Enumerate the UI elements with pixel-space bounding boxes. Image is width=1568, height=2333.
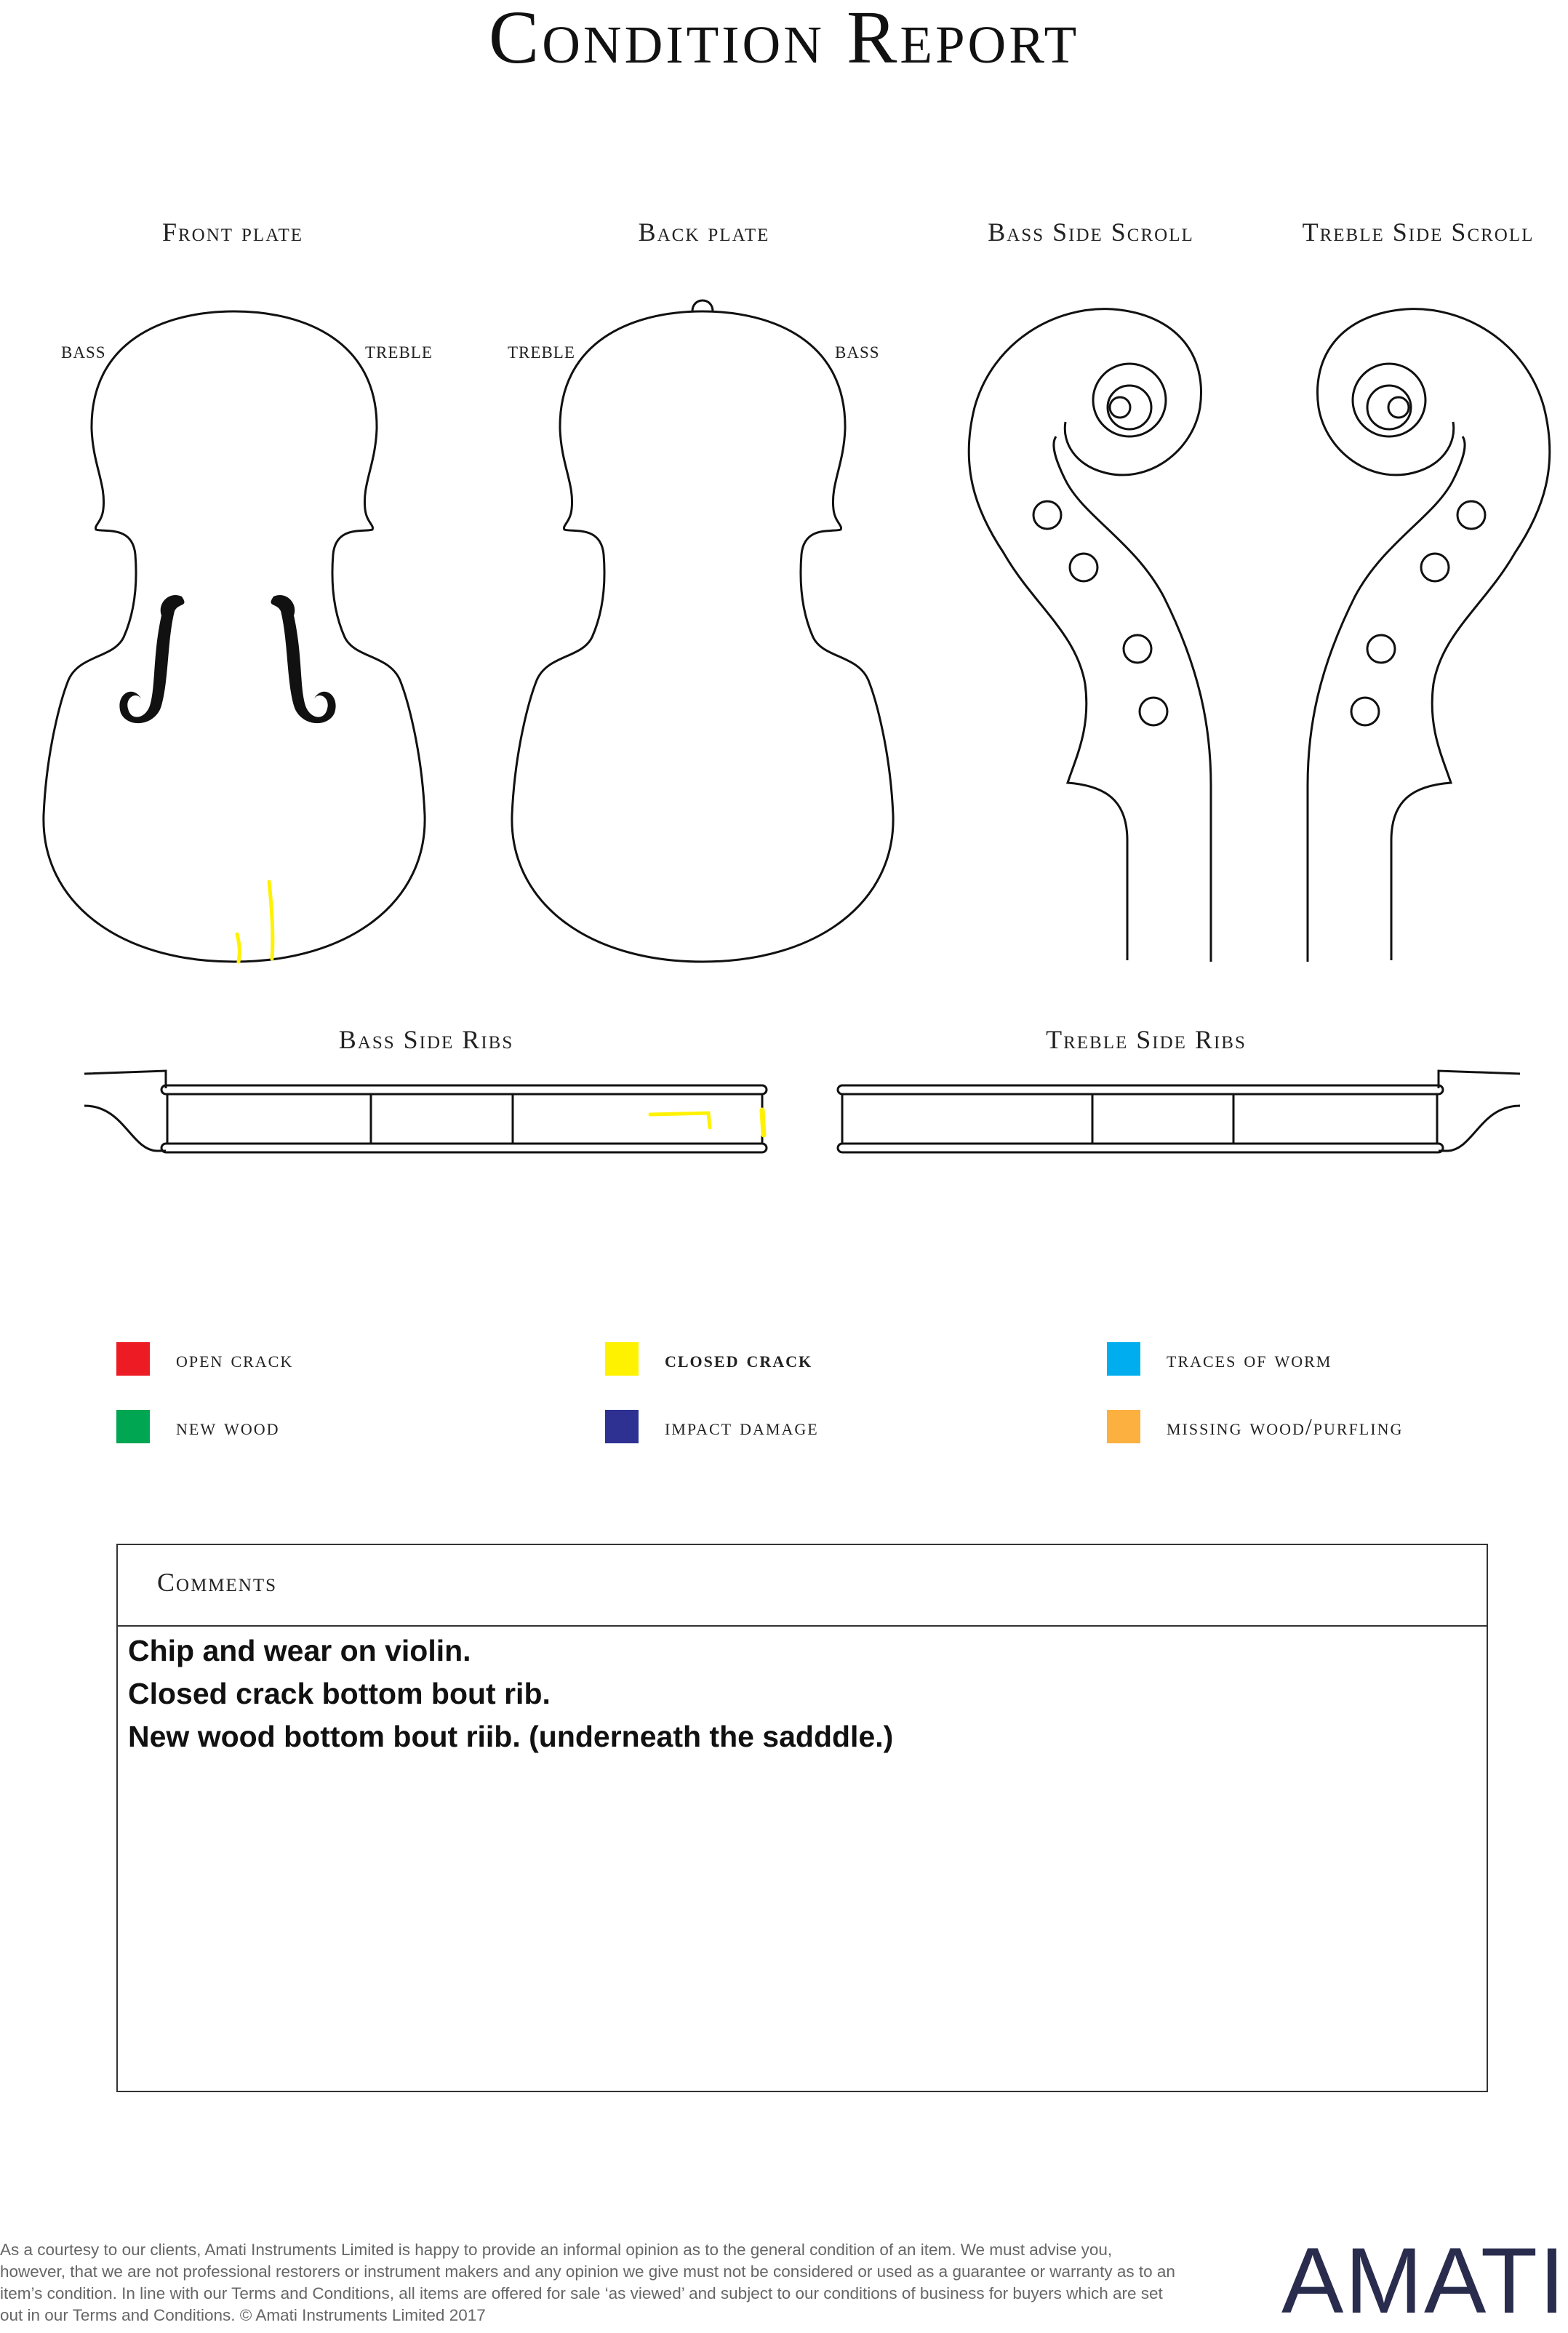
treble-scroll-label: Treble Side Scroll xyxy=(1302,218,1535,247)
front-crack-mark-1 xyxy=(269,882,273,959)
legend-impact-damage xyxy=(605,1410,819,1443)
traces-of-worm-swatch xyxy=(1107,1342,1140,1376)
missing-wood-swatch xyxy=(1107,1410,1140,1443)
legend-label: new wood xyxy=(176,1413,280,1440)
legend-traces-of-worm xyxy=(1107,1342,1332,1376)
rib-end-mark xyxy=(762,1110,764,1135)
legend-new-wood xyxy=(116,1410,280,1443)
f-holes xyxy=(119,595,335,723)
disclaimer-text: As a courtesy to our clients, Amati Instruments Limited is happy to provide an informal opinion as to the general condition of an item. We must advise you, however, that we are not professional restorers or instrument makers and any opinion we give must not be considered or used as a guarantee or warranty as to an item’s condition. In line with our Terms and Conditions, all items are offered for sale ‘as viewed’ and subject to our conditions of business for buyers which are set out in our Terms and Conditions. © Amati Instruments Limited 2017 xyxy=(0,2241,1175,2324)
back-button xyxy=(692,300,713,311)
legend-label: open crack xyxy=(176,1345,294,1372)
front-bass-side-label: BASS xyxy=(61,343,106,362)
front-crack-mark-2 xyxy=(237,934,239,962)
comment-line: Closed crack bottom bout rib. xyxy=(128,1677,551,1710)
comments-box xyxy=(116,1544,1488,2092)
legend-closed-crack xyxy=(605,1342,812,1376)
legend-label: closed crack xyxy=(665,1345,813,1372)
legend-missing-wood xyxy=(1107,1410,1403,1443)
rib-crack-mark xyxy=(650,1113,710,1128)
page-title: Condition Report xyxy=(488,0,1080,79)
legend-label: missing wood/purfling xyxy=(1167,1413,1404,1440)
open-crack-swatch xyxy=(116,1342,150,1376)
closed-crack-swatch xyxy=(605,1342,639,1376)
legend-label: traces of worm xyxy=(1167,1345,1332,1372)
bass-ribs-drawing xyxy=(84,1071,767,1152)
treble-f-hole xyxy=(271,595,336,723)
comment-line: New wood bottom bout riib. (underneath the sadddle.) xyxy=(128,1720,894,1753)
front-treble-side-label: TREBLE xyxy=(365,343,433,362)
legend-open-crack xyxy=(116,1342,293,1376)
treble-ribs-label: Treble Side Ribs xyxy=(1046,1025,1247,1054)
back-treble-side-label: TREBLE xyxy=(508,343,575,362)
comment-line: Chip and wear on violin. xyxy=(128,1634,471,1667)
comments-heading: Comments xyxy=(157,1568,278,1597)
comments-header xyxy=(118,1545,1487,1627)
new-wood-swatch xyxy=(116,1410,150,1443)
back-plate-label: Back plate xyxy=(638,218,770,247)
impact-damage-swatch xyxy=(605,1410,639,1443)
back-plate-outline xyxy=(512,311,893,962)
closed-crack-markings xyxy=(237,882,764,1135)
back-bass-side-label: BASS xyxy=(835,343,880,362)
amati-logo: AMATI xyxy=(1281,2229,1567,2333)
comments-text-area[interactable] xyxy=(118,1627,1487,1761)
bass-scroll-label: Bass Side Scroll xyxy=(988,218,1194,247)
bass-f-hole xyxy=(119,595,184,723)
legend-label: impact damage xyxy=(665,1413,819,1440)
treble-scroll-drawing xyxy=(1308,309,1550,962)
treble-ribs-drawing xyxy=(838,1071,1520,1152)
bass-scroll-drawing xyxy=(969,309,1211,962)
front-plate-outline xyxy=(44,311,425,962)
front-plate-label: Front plate xyxy=(161,218,304,247)
bass-ribs-label: Bass Side Ribs xyxy=(338,1025,514,1054)
